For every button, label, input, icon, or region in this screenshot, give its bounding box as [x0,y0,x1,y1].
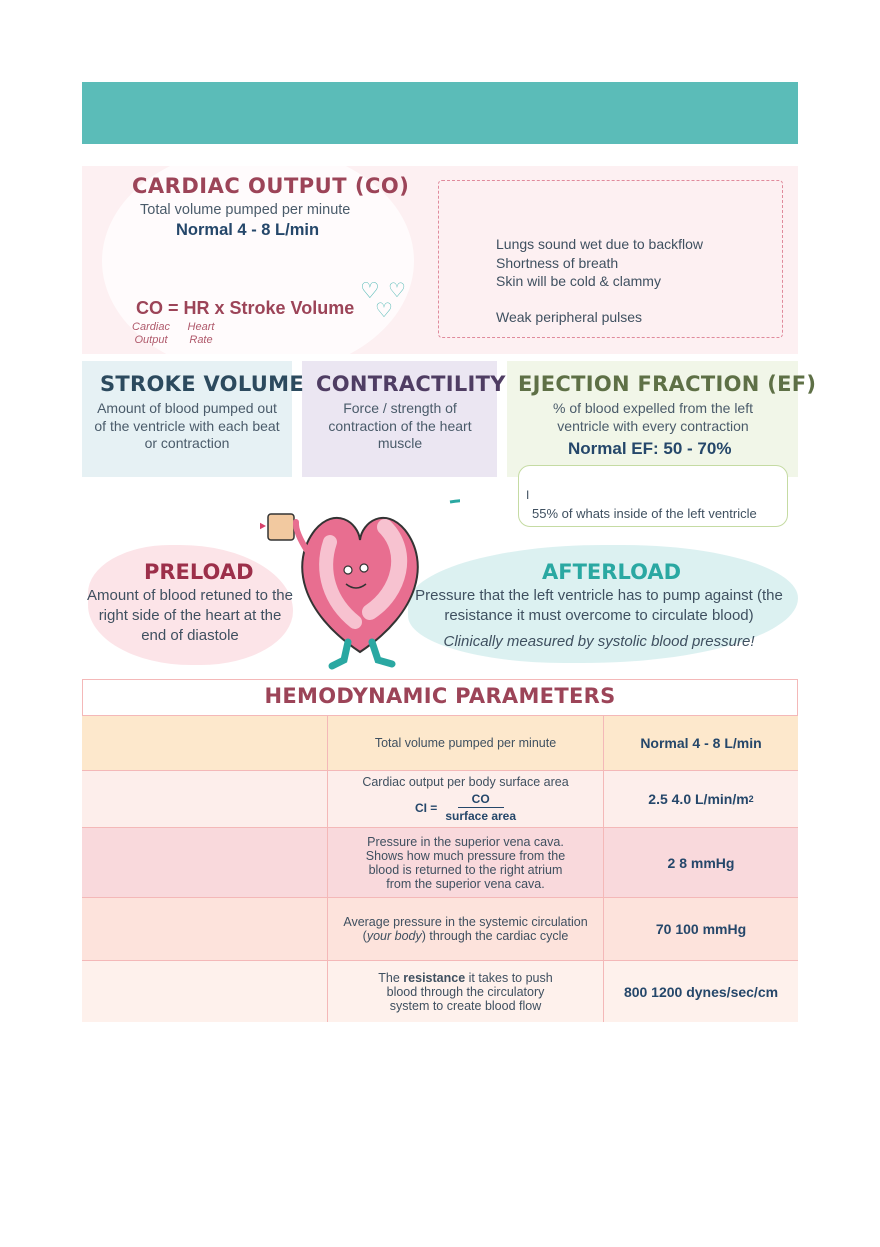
symptom-item: Skin will be cold & clammy [496,273,661,289]
contractility-text: Force / strength of contraction of the heart muscle [328,400,472,451]
heart-outline-icon: ♡ [360,278,380,303]
table-cell-value [604,771,798,827]
ci-numerator: CO [458,792,504,808]
row-description-line [363,929,569,943]
label-heart-rate: Heart Rate [187,321,215,346]
table-cell-description [328,828,604,897]
afterload-title: AFTERLOAD [542,560,682,584]
table-row [82,960,798,1022]
ejection-fraction-box-mark: I [526,488,530,502]
row-description-line: Pressure in the superior vena cava. [367,834,564,849]
row-description-line: Average pressure in the systemic circulation [343,915,588,929]
preload-text: Amount of blood retuned to the right side of the heart at the end of diastole [87,587,293,644]
row-description-line: system to create blood flow [389,998,542,1013]
ci-label: CI = [414,800,438,815]
table-cell-description [328,716,604,770]
table-row [82,770,798,827]
table-cell-parameter [82,716,328,770]
symptom-item: Weak peripheral pulses [496,309,643,325]
label-cardiac-output: Cardiac Output [132,321,170,346]
table-title: HEMODYNAMIC PARAMETERS [264,684,616,708]
row-description: Cardiac output per body surface area [362,775,569,789]
afterload-note: Clinically measured by systolic blood pressure! [443,633,755,650]
ejection-fraction-example: 55% of whats inside of the left ventricle [532,506,757,521]
ejection-fraction-normal: Normal EF: 50 - 70% [568,439,732,458]
table-cell-value: 70 100 mmHg [655,921,747,937]
row-value-exponent: 2 [748,794,754,804]
table-cell-parameter [82,961,328,1022]
row-description-line: blood through the circulatory [386,984,545,999]
contractility-title: CONTRACTILITY [316,372,506,396]
cardiac-output-normal: Normal 4 - 8 L/min [176,221,320,239]
header-banner [82,82,798,144]
cardiac-index-formula [415,792,516,823]
afterload-text: Pressure that the left ventricle has to pump against (the resistance it must overcome to circulate blood) [415,587,783,624]
table-cell-value: Normal 4 - 8 L/min [640,735,762,751]
table-cell-value: 2 8 mmHg [667,854,735,871]
heart-outline-icon: ♡ [375,300,393,322]
symptom-item: Lungs sound wet due to backflow [496,236,704,252]
preload-title: PRELOAD [144,560,254,584]
table-cell-description [328,771,604,827]
text-part: ( [362,929,367,943]
text-emphasis: your body [366,929,422,943]
table-cell-description [328,898,604,960]
heart-outline-icon: ♡ [388,280,406,302]
ejection-fraction-text: % of blood expelled from the left ventricle with every contraction [552,400,753,434]
ci-denominator: surface area [445,809,517,823]
stroke-volume-text: Amount of blood pumped out of the ventricle with each beat or contraction [94,400,280,451]
text-part: The [378,970,404,985]
cardiac-output-title: CARDIAC OUTPUT (CO) [132,174,410,198]
table-row [82,715,798,770]
table-row [82,897,798,960]
row-description-line: Shows how much pressure from the [365,848,566,863]
text-part: ) through the cardiac cycle [421,929,569,943]
text-part: it takes to push [465,970,553,985]
row-description-line [378,971,552,985]
row-description-line: blood is returned to the right atrium [368,862,563,877]
table-cell-value: 800 1200 dynes/sec/cm [623,983,779,1000]
table-cell-parameter [82,771,328,827]
row-description-line: from the superior vena cava. [386,876,545,891]
table-cell-description [328,961,604,1022]
cardiac-output-subtitle: Total volume pumped per minute [140,202,351,218]
row-description: Total volume pumped per minute [374,736,557,750]
row-value: 2.5 4.0 L/min/m [648,791,749,807]
table-cell-parameter [82,828,328,897]
cardiac-output-formula: CO = HR x Stroke Volume [136,298,355,318]
ejection-fraction-title: EJECTION FRACTION (EF) [518,372,817,396]
symptom-item: Shortness of breath [496,255,619,271]
table-cell-parameter [82,898,328,960]
table-row [82,827,798,897]
stroke-volume-title: STROKE VOLUME [100,372,304,396]
text-bold: resistance [403,970,466,985]
